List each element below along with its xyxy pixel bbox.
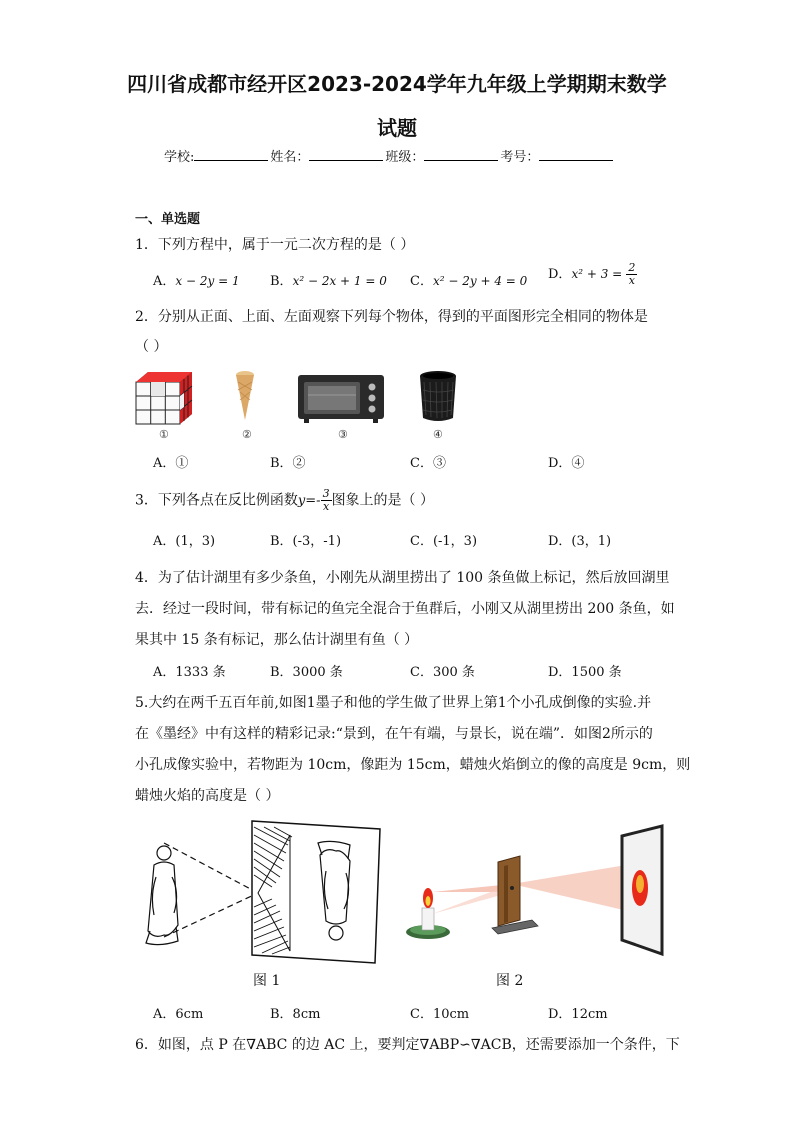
figure-2-caption: 图 2 xyxy=(496,973,524,989)
q4-option-b[interactable]: B．3000 条 xyxy=(270,665,343,680)
q2-stem-line2: （ ） xyxy=(135,339,168,355)
q4-option-a[interactable]: A．1333 条 xyxy=(153,665,226,680)
name-label: 姓名： xyxy=(270,150,310,165)
q4-option-d[interactable]: D．1500 条 xyxy=(548,665,622,680)
q1-option-d[interactable]: D．x² + 3 = $\frac{2}{x}$ xyxy=(548,261,636,287)
q5-line3: 小孔成像实验中，若物距为 10cm，像距为 15cm，蜡烛火焰倒立的像的高度是 9cm，则 xyxy=(135,757,691,773)
q6-line1: 6．如图，点 P 在∇ABC 的边 AC 上，要判定∇ABP∽∇ACB，还需要添加一个条件，下 xyxy=(135,1037,680,1053)
q4-line1: 4．为了估计湖里有多少条鱼，小刚先从湖里捞出了 100 条鱼做上标记，然后放回湖里 xyxy=(135,570,670,586)
q5-option-a[interactable]: A．6cm xyxy=(153,1007,204,1022)
q2-option-b[interactable]: B．② xyxy=(270,456,306,471)
cone-image xyxy=(234,370,256,422)
exam-no-label: 考号： xyxy=(500,150,540,165)
q4-line2: 去．经过一段时间，带有标记的鱼完全混合于鱼群后，小刚又从湖里捞出 200 条鱼，如 xyxy=(135,601,675,617)
class-label: 班级： xyxy=(385,150,425,165)
q5-line1: 5.大约在两千五百年前,如图1墨子和他的学生做了世界上第1个小孔成倒像的实验.并 xyxy=(135,695,652,711)
q2-option-c[interactable]: C．③ xyxy=(410,456,446,471)
name-blank[interactable] xyxy=(309,147,383,161)
figure-2-candle-pinhole xyxy=(400,822,670,962)
caption-2: ② xyxy=(242,428,252,441)
section-title: 一、单选题 xyxy=(135,212,201,227)
q5-line4: 蜡烛火焰的高度是（ ） xyxy=(135,788,280,804)
figure-1-mozi-pinhole xyxy=(140,815,385,965)
q2-stem-line1: 2．分别从正面、上面、左面观察下列每个物体，得到的平面图形完全相同的物体是 xyxy=(135,309,648,325)
oven-image xyxy=(296,373,386,425)
school-blank[interactable] xyxy=(194,147,268,161)
rubiks-cube-image xyxy=(134,370,196,426)
q5-line2: 在《墨经》中有这样的精彩记录:“景到，在午有端，与景长，说在端”．如图2所示的 xyxy=(135,726,653,742)
school-label: 学校: xyxy=(164,150,195,165)
q1-stem: 1．下列方程中，属于一元二次方程的是（ ） xyxy=(135,237,415,253)
q1-option-c[interactable]: C．x² − 2y + 4 = 0 xyxy=(410,274,528,289)
caption-1: ① xyxy=(159,428,169,441)
q3-option-d[interactable]: D．(3，1) xyxy=(548,534,612,549)
class-blank[interactable] xyxy=(424,147,498,161)
q3-fraction: $\frac{3}{x}$ xyxy=(322,487,330,513)
q4-option-c[interactable]: C．300 条 xyxy=(410,665,475,680)
exam-title-line1: 四川省成都市经开区2023-2024学年九年级上学期期末数学 xyxy=(127,72,667,96)
q3-option-b[interactable]: B．(-3，-1) xyxy=(270,534,342,549)
q1-d-fraction: $\frac{2}{x}$ xyxy=(628,261,636,287)
q3-option-a[interactable]: A．(1，3) xyxy=(153,534,216,549)
q2-option-a[interactable]: A．① xyxy=(153,456,189,471)
q1-option-a[interactable]: A．x − 2y = 1 xyxy=(153,274,240,289)
q1-option-b[interactable]: B．x² − 2x + 1 = 0 xyxy=(270,274,387,289)
q3-option-c[interactable]: C．(-1，3) xyxy=(410,534,478,549)
q5-option-c[interactable]: C．10cm xyxy=(410,1007,470,1022)
caption-3: ③ xyxy=(338,428,348,441)
caption-4: ④ xyxy=(433,428,443,441)
q4-line3: 果其中 15 条有标记，那么估计湖里有鱼（ ） xyxy=(135,632,419,648)
student-info-row xyxy=(164,146,615,165)
q3-stem: 3．下列各点在反比例函数y=- $\frac{3}{x}$ 图象上的是（ ） xyxy=(135,487,435,513)
exam-no-blank[interactable] xyxy=(539,147,613,161)
exam-title-line2: 试题 xyxy=(377,116,417,140)
figure-1-caption: 图 1 xyxy=(253,973,281,989)
q5-option-b[interactable]: B．8cm xyxy=(270,1007,321,1022)
q5-option-d[interactable]: D．12cm xyxy=(548,1007,608,1022)
pen-holder-image xyxy=(418,370,458,424)
q2-option-d[interactable]: D．④ xyxy=(548,456,585,471)
